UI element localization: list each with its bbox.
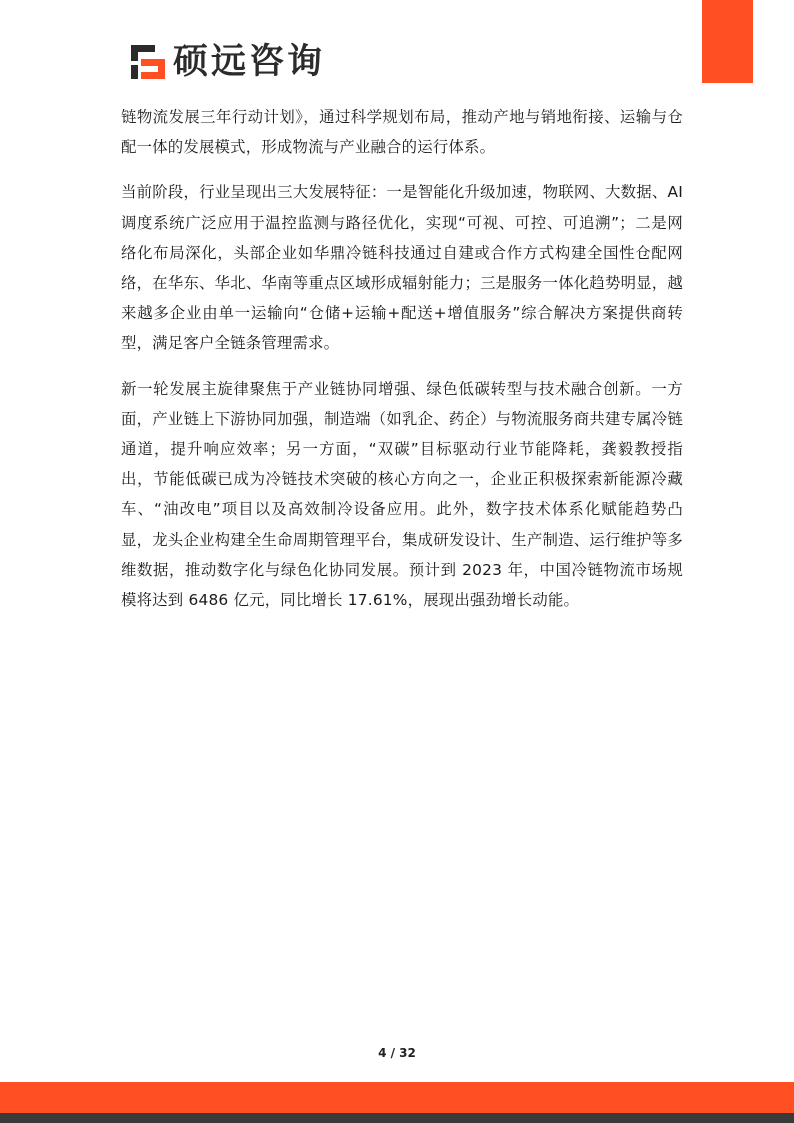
document-body: [121, 102, 683, 630]
paragraph-2: 当前阶段，行业呈现出三大发展特征：一是智能化升级加速，物联网、大数据、AI 调度系统广泛应用于温控监测与路径优化，实现“可视、可控、可追溯”；二是网络化布局深化，头部企业如华鼎冷链科技通过自建或合作方式构建全国性仓配网络，在华东、华北、华南等重点区域形成辐射能力；三是服务一体化趋势明显，越来越多企业由单一运输向“仓储+运输+配送+增值服务”综合解决方案提供商转型，满足客户全链条管理需求。: [121, 183, 683, 353]
paragraph-1: 链物流发展三年行动计划》，通过科学规划布局，推动产地与销地衔接、运输与仓配一体的发展模式，形成物流与产业融合的运行体系。: [121, 108, 683, 157]
footer-dark-strip: [0, 1113, 794, 1123]
footer-accent-band: [0, 1082, 794, 1113]
top-accent-bar: [702, 0, 753, 83]
page-number: 4 / 32: [378, 1046, 416, 1060]
brand-logo: [129, 42, 325, 82]
brand-name: 硕远咨询: [173, 42, 326, 82]
paragraph-3: 新一轮发展主旋律聚焦于产业链协同增强、绿色低碳转型与技术融合创新。一方面，产业链上下游协同加强，制造端（如乳企、药企）与物流服务商共建专属冷链通道，提升响应效率；另一方面，“双碳”目标驱动行业节能降耗，龚毅教授指出，节能低碳已成为冷链技术突破的核心方向之一，企业正积极探索新能源冷藏车、“油改电”项目以及高效制冷设备应用。此外，数字技术体系化赋能趋势凸显，龙头企业构建全生命周期管理平台，集成研发设计、生产制造、运行维护等多维数据，推动数字化与绿色化协同发展。预计到 2023 年，中国冷链物流市场规模将达到 6486 亿元，同比增长 17.61%，展现出强劲增长动能。: [121, 379, 683, 610]
brand-s-mark-icon: [129, 43, 167, 81]
